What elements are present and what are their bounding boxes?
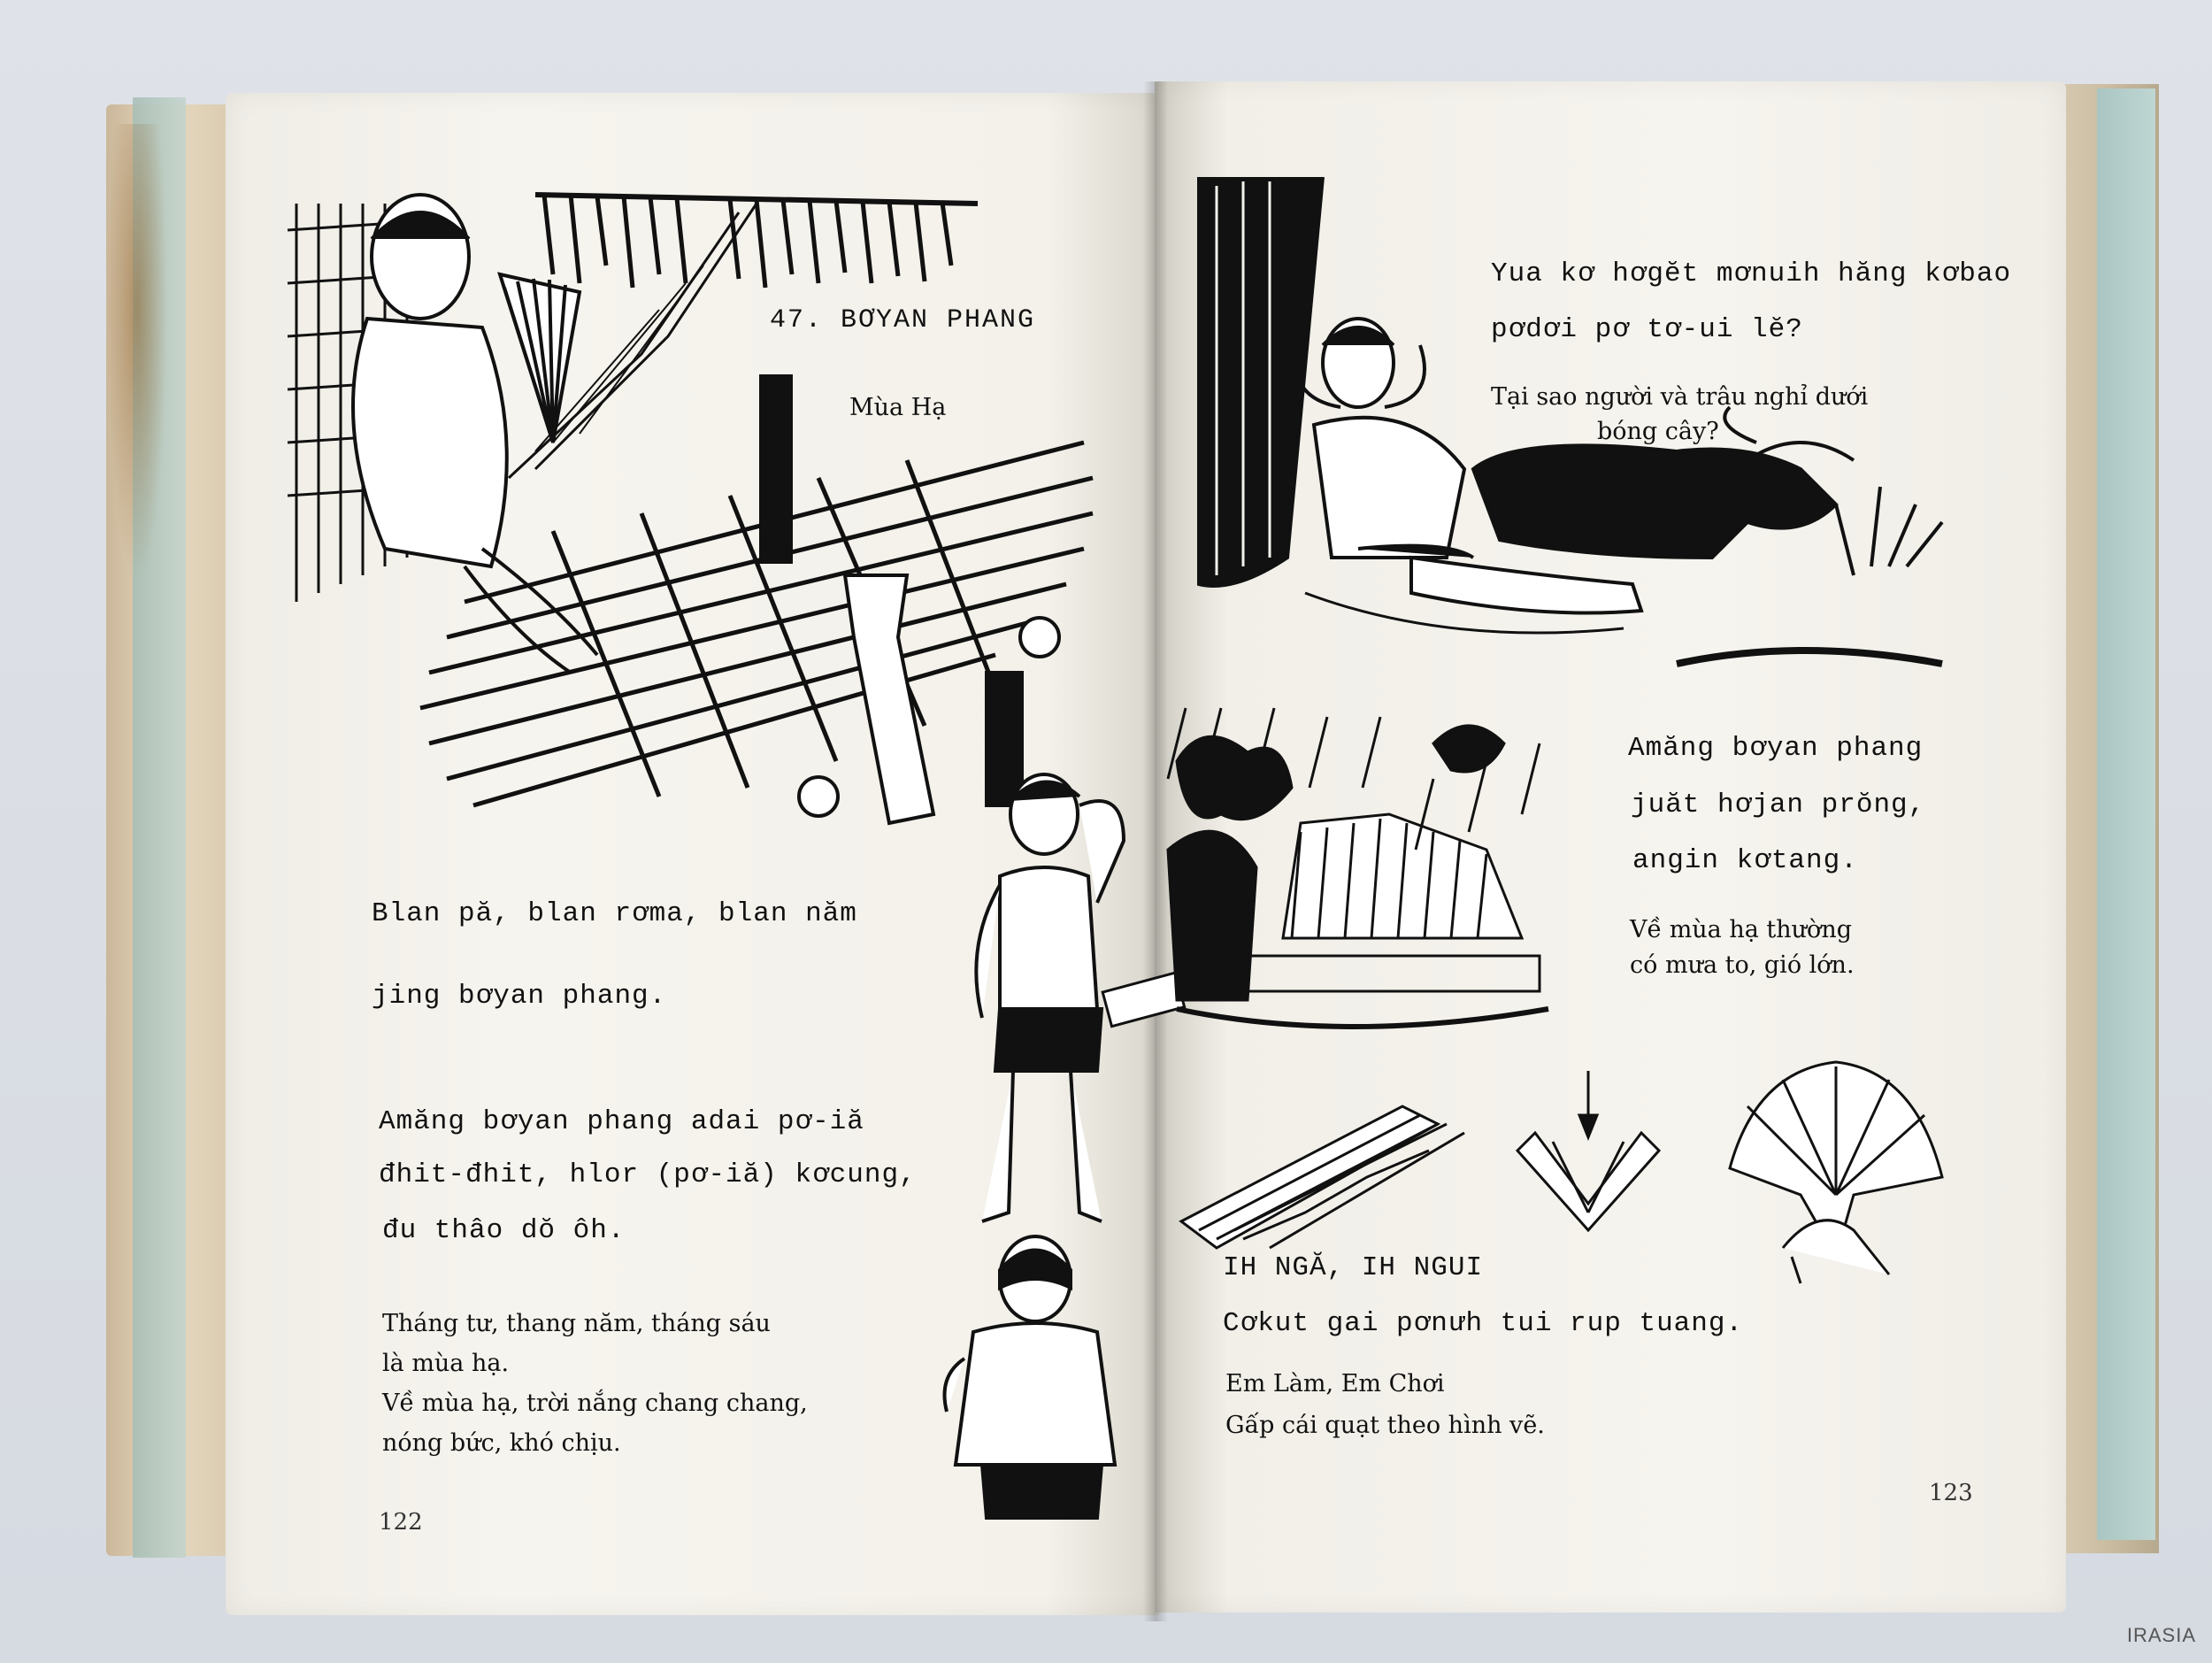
para2-line2: đhit-đhit, hlor (pơ-iă) kơcung, [379,1159,917,1190]
activity-title: IH NGĂ, IH NGUI [1223,1252,1484,1283]
activity-text: Cơkut gai pơnưh tui rup tuang. [1223,1308,1744,1339]
para1-line2: jing bơyan phang. [372,981,667,1012]
right-cover [2097,89,2155,1540]
question-line2: pơdơi pơ tơ-ui lĕ? [1491,314,1803,345]
rain-para-line2: juăt hơjan prŏng, [1631,789,1926,820]
vn-line2: là mùa hạ. [382,1350,510,1377]
rain-para-line3: angin kơtang. [1632,845,1858,876]
page-number-left: 122 [379,1509,423,1536]
man-buffalo-illustration [1181,168,1960,717]
paper-stain [106,124,168,584]
watermark-text: IRASIA [2126,1624,2196,1646]
question-line1: Yua kơ hơgĕt mơnuih hăng kơbao [1491,258,2012,289]
question-vn-line2: bóng cây? [1597,418,1719,445]
rain-para-line1: Amăng bơyan phang [1628,733,1924,764]
vn-line3: Về mùa hạ, trời nắng chang chang, [382,1390,808,1417]
rain-vn-line1: Về mùa hạ thường [1630,916,1852,943]
para1-line1: Blan pă, blan rơma, blan năm [372,898,857,929]
page-number-right: 123 [1929,1480,1973,1506]
para2-line3: đu thâo dŏ ôh. [382,1215,626,1246]
hammock-illustration [288,177,1110,850]
para2-line1: Amăng bơyan phang adai pơ-iă [379,1106,864,1137]
activity-vn-text: Gấp cái quạt theo hình vẽ. [1225,1412,1545,1439]
lesson-title: 47. BƠYAN PHANG [770,305,1036,335]
boy-standing-illustration [947,770,1159,1239]
house-rain-illustration [1168,708,1557,1044]
lesson-subtitle: Mùa Hạ [849,394,947,421]
rain-vn-line2: có mưa to, gió lớn. [1630,951,1855,979]
vn-line1: Tháng tư, thang năm, tháng sáu [382,1310,771,1337]
fan-folding-illustration [1181,1053,1951,1283]
vn-line4: nóng bức, khó chịu. [382,1429,621,1457]
activity-vn-title: Em Làm, Em Chơi [1225,1370,1445,1397]
question-vn-line1: Tại sao người và trâu nghỉ dưới [1491,383,1869,411]
boy-back-illustration [938,1235,1133,1553]
